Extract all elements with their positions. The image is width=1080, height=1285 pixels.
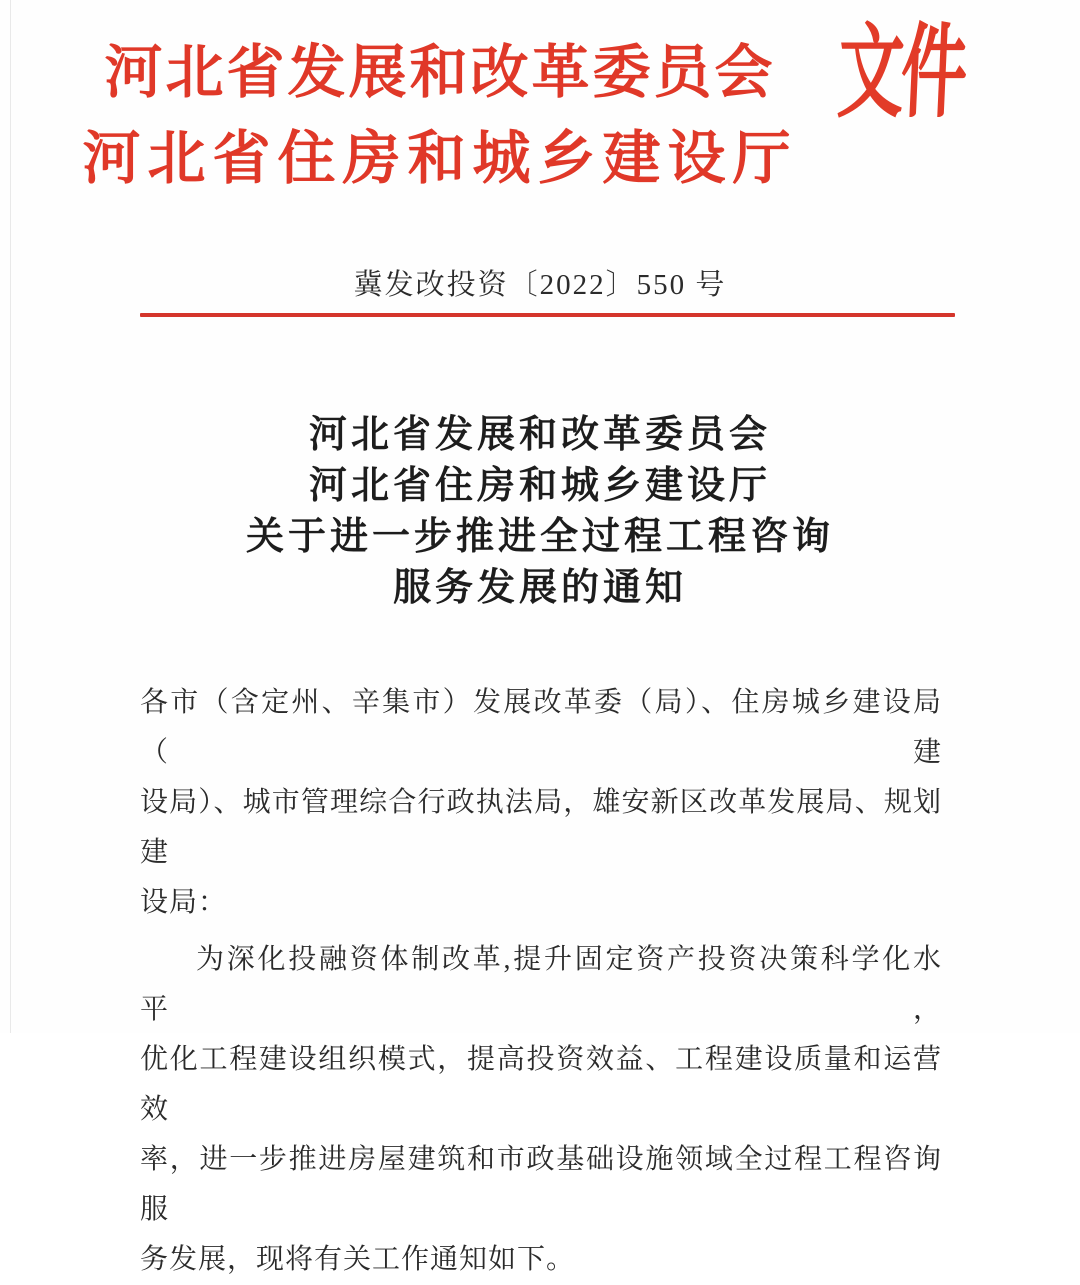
document-body <box>140 678 942 1285</box>
letterhead-document-label: 文件 <box>835 17 967 131</box>
intro-line-4: 务发展，现将有关工作通知如下。 <box>140 1244 576 1275</box>
title-line-1: 河北省发展和改革委员会 <box>308 414 771 456</box>
document-number: 冀发改投资〔2022〕550 号 <box>353 269 727 301</box>
document-title <box>0 410 1080 614</box>
recipients-line-2: 设局）、城市管理综合行政执法局，雄安新区改革发展局、规划建 <box>140 787 942 868</box>
recipients-line-1: 各市（含定州、辛集市）发展改革委（局）、住房城乡建设局（建 <box>140 687 942 768</box>
intro-line-3: 率，进一步推进房屋建筑和市政基础设施领域全过程工程咨询服 <box>140 1144 942 1225</box>
intro-paragraph <box>140 935 942 1285</box>
title-line-4: 服务发展的通知 <box>392 567 687 609</box>
title-line-3: 关于进一步推进全过程工程咨询 <box>245 516 834 558</box>
letterhead-org-line-1: 河北省发展和改革委员会 <box>104 40 776 105</box>
red-letterhead <box>0 30 880 202</box>
letterhead-org-line-2: 河北省住房和城乡建设厅 <box>82 126 798 191</box>
recipients-line-3: 设局： <box>140 887 228 918</box>
title-line-2: 河北省住房和城乡建设厅 <box>308 465 771 507</box>
red-separator-rule <box>140 313 955 317</box>
intro-line-2: 优化工程建设组织模式，提高投资效益、工程建设质量和运营效 <box>140 1044 942 1125</box>
recipients-paragraph <box>140 678 942 928</box>
intro-line-1: 为深化投融资体制改革,提升固定资产投资决策科学化水平， <box>140 944 942 1025</box>
